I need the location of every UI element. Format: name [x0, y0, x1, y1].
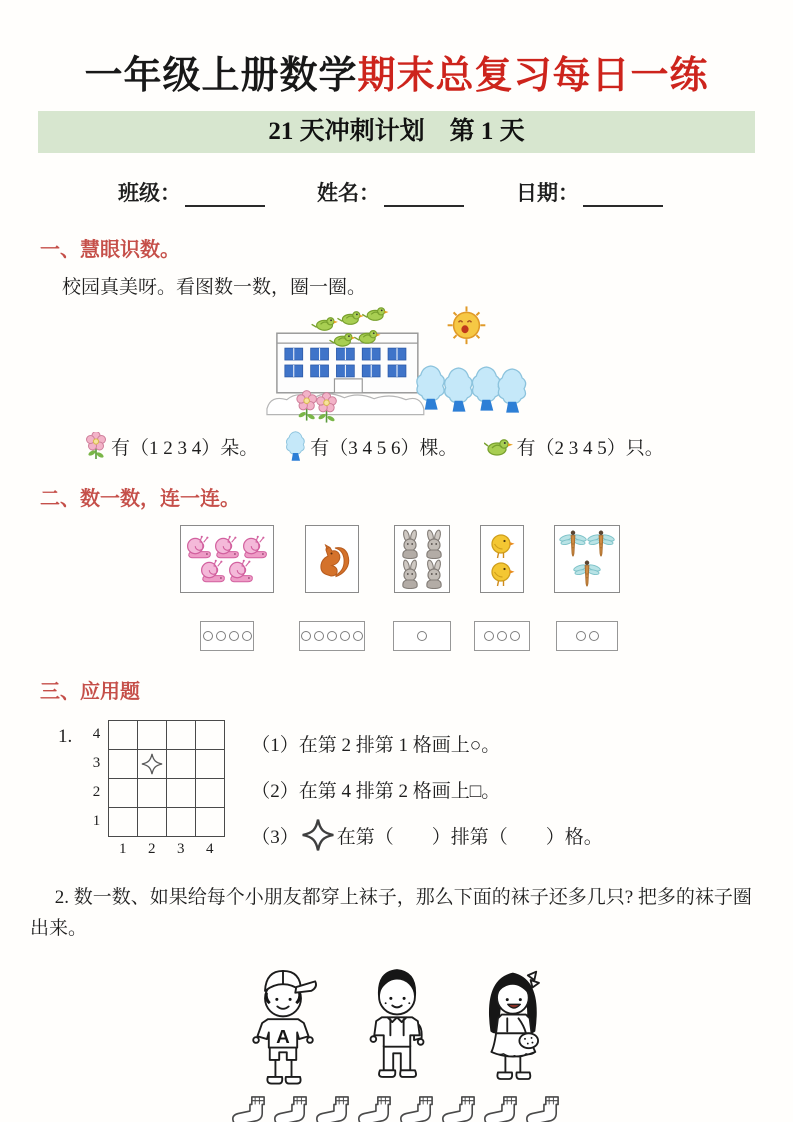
count-dot	[484, 631, 494, 641]
name-field	[317, 177, 464, 207]
class-label: 班级：	[118, 181, 181, 205]
chick-icon	[489, 559, 515, 587]
col-label-1: 1	[119, 841, 127, 857]
campus-scene-illustration	[263, 303, 531, 423]
sock-icon	[524, 1095, 562, 1122]
dragonfly-icon	[573, 559, 601, 589]
question-1: （1）在第 2 排第 1 格画上○。	[251, 734, 501, 756]
sock-icon	[314, 1095, 352, 1122]
squirrel-icon	[314, 539, 350, 579]
boy-with-cap-illustration	[236, 953, 330, 1093]
count-text-birds: 有（2 3 4 5）只。	[516, 438, 664, 459]
tree-icon	[284, 431, 307, 462]
name-label: 姓名：	[317, 181, 380, 205]
rabbit-icon	[398, 529, 422, 559]
dragonfly-icon	[559, 529, 587, 559]
socks-row	[230, 1095, 793, 1122]
count-dot	[340, 631, 350, 641]
section3-heading: 三、应用题	[40, 681, 140, 703]
grid-cell	[167, 779, 196, 808]
count-text-trees: 有（3 4 5 6）棵。	[310, 438, 458, 459]
problem2-text: 2. 数一数、如果给每个小朋友都穿上袜子，那么下面的袜子还多几只? 把多的袜子圈出来。	[30, 887, 752, 940]
date-field	[516, 177, 663, 207]
col-label-4: 4	[206, 841, 214, 857]
picture-box-snails	[180, 525, 274, 593]
class-field	[118, 177, 265, 207]
rabbit-icon	[422, 529, 446, 559]
sock-icon	[482, 1095, 520, 1122]
count-item-flowers	[84, 432, 258, 462]
girl-with-bag-illustration	[464, 953, 558, 1093]
count-dot	[576, 631, 586, 641]
grid-cell	[109, 808, 138, 837]
sock-icon	[272, 1095, 310, 1122]
snail-icon	[227, 559, 255, 583]
circle-box-2	[556, 621, 618, 651]
position-grid	[108, 720, 225, 837]
four-point-star-icon	[302, 819, 334, 851]
class-blank-line	[185, 183, 265, 207]
shirt-letter: A	[275, 1026, 290, 1048]
section1-prompt: 校园真美呀。看图数一数，圈一圈。	[62, 277, 367, 298]
count-dot	[589, 631, 599, 641]
problem1-questions	[251, 720, 603, 858]
sock-icon	[398, 1095, 436, 1122]
count-dot	[301, 631, 311, 641]
grid-cell	[138, 721, 167, 750]
picture-box-squirrel	[305, 525, 359, 593]
question-3-post: 在第（ ）排第（ ）格。	[336, 826, 603, 848]
circle-box-3	[474, 621, 530, 651]
flower-icon	[84, 432, 108, 462]
grid-cell	[167, 808, 196, 837]
count-dot	[203, 631, 213, 641]
row-label-4: 4	[92, 726, 101, 742]
count-row	[84, 431, 793, 462]
snail-icon	[241, 535, 269, 559]
grid-cell	[196, 808, 225, 837]
chick-icon	[489, 531, 515, 559]
dragonfly-icon	[587, 529, 615, 559]
rabbit-icon	[398, 559, 422, 589]
col-label-2: 2	[148, 841, 156, 857]
picture-box-chicks	[480, 525, 524, 593]
picture-box-dragonflies	[554, 525, 620, 593]
snail-icon	[185, 535, 213, 559]
sun-icon	[447, 306, 485, 344]
count-dot	[314, 631, 324, 641]
problem1-number: 1.	[58, 726, 73, 747]
snail-icon	[213, 535, 241, 559]
grid-cell	[109, 750, 138, 779]
grid-cell	[196, 721, 225, 750]
row-label-1: 1	[92, 813, 101, 829]
count-dot	[353, 631, 363, 641]
count-dot	[327, 631, 337, 641]
grid-cell	[196, 779, 225, 808]
section2-heading: 二、数一数，连一连。	[40, 488, 240, 510]
row-label-2: 2	[92, 784, 101, 800]
count-dot	[497, 631, 507, 641]
children-row	[0, 953, 793, 1093]
question-3-pre: （3）	[251, 826, 299, 848]
grid-col-labels	[108, 837, 225, 858]
info-row	[118, 177, 793, 207]
match-column-4	[462, 525, 542, 651]
plan-banner: 21 天冲刺计划 第 1 天	[38, 111, 755, 153]
boy-with-backpack-illustration	[350, 953, 444, 1093]
count-dot	[229, 631, 239, 641]
date-blank-line	[583, 183, 663, 207]
count-item-trees	[284, 431, 457, 462]
grid-cell	[138, 779, 167, 808]
match-column-2	[282, 525, 382, 651]
section1-heading: 一、慧眼识数。	[40, 239, 180, 261]
count-dot	[417, 631, 427, 641]
grid-cell	[167, 750, 196, 779]
bird-icon	[484, 436, 514, 458]
rabbit-icon	[422, 559, 446, 589]
grid-cell-star	[138, 750, 167, 779]
count-item-birds	[484, 433, 664, 460]
grid-cell	[109, 779, 138, 808]
match-column-5	[542, 525, 632, 651]
four-point-star-icon	[141, 753, 163, 775]
sock-icon	[356, 1095, 394, 1122]
problem1-block	[58, 720, 793, 858]
match-column-1	[172, 525, 282, 651]
grid-cell	[196, 750, 225, 779]
scene-trees-icon	[416, 366, 525, 413]
match-row	[172, 525, 793, 651]
name-blank-line	[384, 183, 464, 207]
picture-box-rabbits	[394, 525, 450, 593]
grid-row-labels	[88, 720, 100, 837]
grid-cell	[138, 808, 167, 837]
match-column-3	[382, 525, 462, 651]
col-label-3: 3	[177, 841, 185, 857]
question-3	[251, 812, 603, 858]
page-title	[0, 44, 793, 99]
circle-box-1	[393, 621, 451, 651]
sock-icon	[440, 1095, 478, 1122]
circle-box-4	[200, 621, 254, 651]
title-red-part: 期末总复习每日一练	[357, 55, 709, 97]
count-dot	[242, 631, 252, 641]
question-2: （2）在第 4 排第 2 格画上□。	[251, 780, 501, 802]
sock-icon	[230, 1095, 268, 1122]
title-black-part: 一年级上册数学	[84, 55, 358, 97]
count-dot	[216, 631, 226, 641]
date-label: 日期：	[516, 181, 579, 205]
count-text-flowers: 有（1 2 3 4）朵。	[111, 438, 259, 459]
count-dot	[510, 631, 520, 641]
campus-scene	[0, 303, 793, 423]
row-label-3: 3	[92, 755, 101, 771]
circle-box-5	[299, 621, 365, 651]
grid-cell	[109, 721, 138, 750]
snail-icon	[199, 559, 227, 583]
grid-area	[88, 720, 225, 858]
grid-cell	[167, 721, 196, 750]
